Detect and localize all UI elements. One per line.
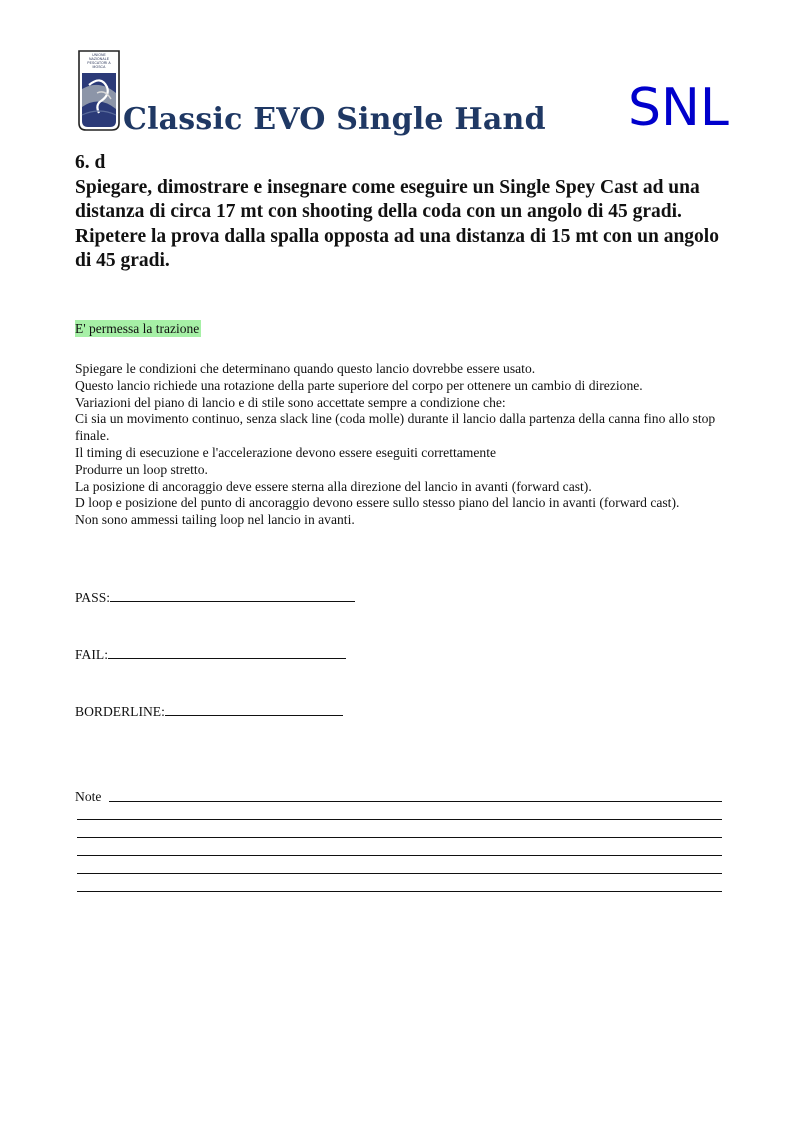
condition-line: Ci sia un movimento continuo, senza slack line (coda molle) durante il lancio dalla partenza della canna fino allo stop finale. <box>75 411 716 444</box>
condition-line: Il timing di esecuzione e l'accelerazione devono essere eseguiti correttamente <box>75 444 497 460</box>
condition-line: Non sono ammessi tailing loop nel lancio in avanti. <box>75 512 355 528</box>
condition-line: D loop e posizione del punto di ancoraggio devono essere sullo stesso piano del lancio in avanti (forward cast). <box>75 495 680 511</box>
borderline-field <box>75 702 343 720</box>
pass-field <box>75 588 355 606</box>
note-line[interactable] <box>77 819 722 820</box>
pass-signature-line[interactable] <box>110 588 355 602</box>
note-line[interactable] <box>77 891 722 892</box>
borderline-label: BORDERLINE: <box>75 704 165 719</box>
note-line[interactable] <box>77 837 722 838</box>
pass-label: PASS: <box>75 590 111 605</box>
condition-line: Questo lancio richiede una rotazione della parte superiore del corpo per ottenere un cambio di direzione. <box>75 377 643 393</box>
highlighted-note: E' permessa la trazione <box>75 321 200 336</box>
logo-text: UNIONE NAZIONALE PESCATORI A MOSCA <box>87 53 111 69</box>
exercise-number: 6. d <box>75 152 106 173</box>
page-title: Classic EVO Single Hand <box>123 102 546 137</box>
conditions-list <box>75 361 735 529</box>
exercise-heading <box>75 151 735 274</box>
note-line[interactable] <box>109 801 722 802</box>
level-badge: SNL <box>628 78 729 138</box>
note-line[interactable] <box>77 855 722 856</box>
note-label: Note <box>75 789 102 804</box>
condition-line: Spiegare le condizioni che determinano quando questo lancio dovrebbe essere usato. <box>75 361 536 376</box>
condition-line: Produrre un loop stretto. <box>75 461 208 477</box>
fail-signature-line[interactable] <box>108 645 346 659</box>
exercise-task-2: Ripetere la prova dalla spalla opposta ad una distanza di 15 mt con un angolo di 45 gradi. <box>75 225 719 271</box>
exercise-task-1: Spiegare, dimostrare e insegnare come eseguire un Single Spey Cast ad una distanza di circa 17 mt con shooting della coda con un angolo di 45 gradi. <box>75 176 700 222</box>
borderline-signature-line[interactable] <box>165 702 343 716</box>
condition-line: La posizione di ancoraggio deve essere sterna alla direzione del lancio in avanti (forward cast). <box>75 478 592 494</box>
fail-field <box>75 645 346 663</box>
condition-line: Variazioni del piano di lancio e di stile sono accettate sempre a condizione che: <box>75 394 506 410</box>
fail-label: FAIL: <box>75 647 108 662</box>
note-line[interactable] <box>77 873 722 874</box>
